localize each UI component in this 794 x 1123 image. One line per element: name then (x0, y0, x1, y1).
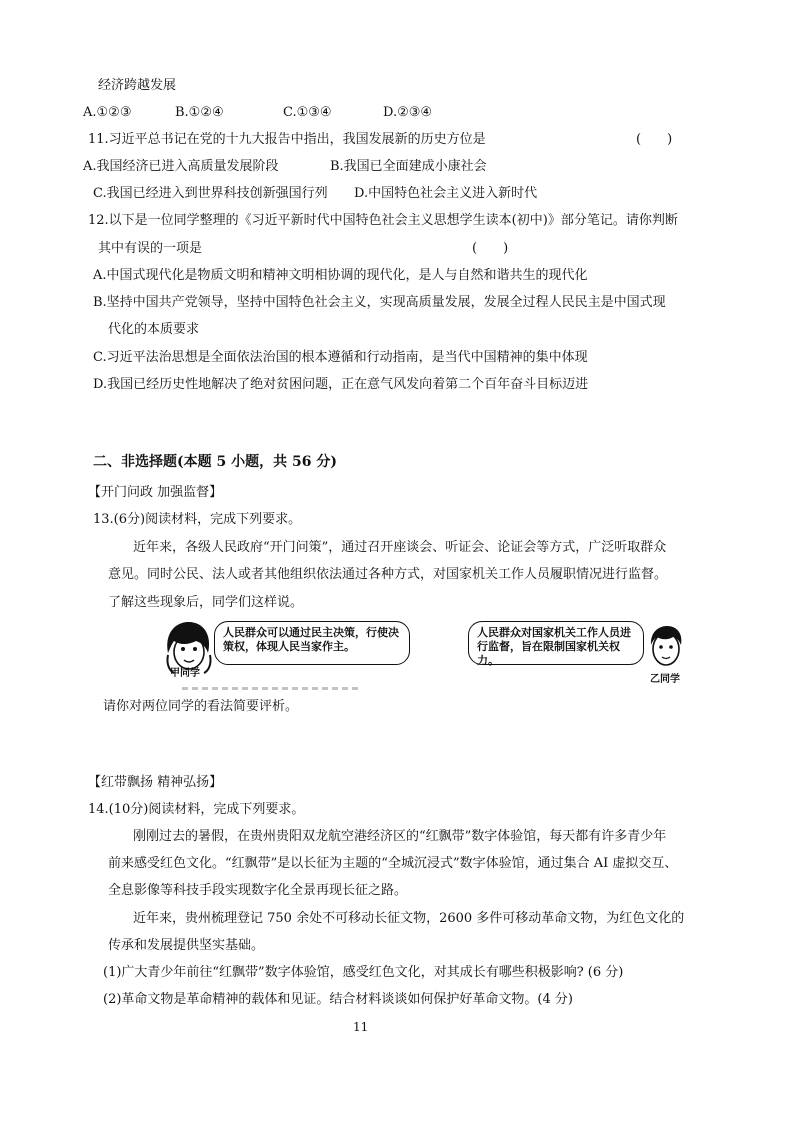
q10-tail: 经济跨越发展 (98, 78, 177, 93)
q14-subquestion-1: (1)广大青少年前往“红飘带”数字体验馆，感受红色文化，对其成长有哪些积极影响? (6 分) (103, 965, 624, 980)
q11-option-a: A.我国经济已进入高质量发展阶段 (83, 159, 279, 174)
student-a-caption: 甲同学 (170, 668, 200, 679)
section-title: 二、非选择题(本题 5 小题，共 56 分) (93, 454, 337, 470)
q13-para-line1: 近年来，各级人民政府“开门问策”，通过召开座谈会、听证会、论证会等方式，广泛听取群众 (133, 540, 667, 555)
q14-tag: 【红带飘扬 精神弘扬】 (88, 775, 223, 790)
scan-smudge (182, 687, 362, 690)
q12-stem: 12.以下是一位同学整理的《习近平新时代中国特色社会主义思想学生读本(初中)》部分笔记。请你判断 (88, 213, 678, 228)
q13-question: 请你对两位同学的看法简要评析。 (103, 699, 299, 714)
q14-para-line3: 全息影像等科技手段实现数字化全景再现长征之路。 (108, 883, 408, 898)
q11-stem: 11.习近平总书记在党的十九大报告中指出，我国发展新的历史方位是 (88, 132, 486, 147)
q14-stem: 14.(10分)阅读材料，完成下列要求。 (88, 802, 305, 817)
q10-option-b: B.①②④ (175, 105, 224, 120)
q14-para-line4: 近年来，贵州梳理登记 750 余处不可移动长征文物，2600 多件可移动革命文物，为红色文化的 (133, 911, 685, 926)
q14-para-line2: 前来感受红色文化。“红飘带”是以长征为主题的“全城沉浸式”数字体验馆，通过集合 AI 虚拟交互、 (108, 856, 678, 871)
q12-option-b: B.坚持中国共产党领导，坚持中国特色社会主义，实现高质量发展，发展全过程人民民主是中国式现 (93, 295, 666, 310)
q14-para-line5: 传承和发展提供坚实基础。 (108, 938, 265, 953)
student-b-caption: 乙同学 (650, 674, 680, 685)
q11-option-c: C.我国已经进入到世界科技创新强国行列 (93, 186, 328, 201)
q10-option-a: A.①②③ (83, 105, 132, 120)
student-b-speech-bubble: 人民群众对国家机关工作人员进行监督，旨在限制国家机关权力。 (468, 621, 644, 665)
q13-para-line3: 了解这些现象后，同学们这样说。 (108, 595, 304, 610)
q14-para-line1: 刚刚过去的暑假，在贵州贵阳双龙航空港经济区的“红飘带”数字体验馆，每天都有许多青少年 (133, 829, 667, 844)
q11-option-b: B.我国已全面建成小康社会 (330, 159, 487, 174)
q10-option-c: C.①③④ (283, 105, 332, 120)
q12-answer-paren: ( ) (472, 241, 509, 256)
q12-option-a: A.中国式现代化是物质文明和精神文明相协调的现代化，是人与自然和谐共生的现代化 (93, 268, 588, 283)
page-number: 11 (353, 1020, 369, 1034)
q10-options (83, 106, 432, 119)
q13-cartoon (160, 617, 680, 695)
q11-option-d: D.中国特色社会主义进入新时代 (354, 186, 538, 201)
q12-stem-line2: 其中有误的一项是 (98, 241, 203, 256)
q10-option-d: D.②③④ (383, 105, 433, 120)
q12-option-b-cont: 代化的本质要求 (108, 322, 200, 337)
q12-option-d: D.我国已经历史性地解决了绝对贫困问题，正在意气风发向着第二个百年奋斗目标迈进 (93, 377, 589, 392)
q13-stem: 13.(6分)阅读材料，完成下列要求。 (93, 512, 302, 527)
q11-answer-paren: ( ) (636, 132, 673, 147)
q13-para-line2: 意见。同时公民、法人或者其他组织依法通过各种方式，对国家机关工作人员履职情况进行监督。 (108, 567, 668, 582)
student-b-face-icon (646, 625, 686, 673)
q14-subquestion-2: (2)革命文物是革命精神的载体和见证。结合材料谈谈如何保护好革命文物。(4 分) (103, 992, 573, 1007)
q12-option-c: C.习近平法治思想是全面依法治国的根本遵循和行动指南，是当代中国精神的集中体现 (93, 350, 588, 365)
q13-tag: 【开门问政 加强监督】 (88, 485, 223, 500)
student-a-speech-bubble: 人民群众可以通过民主决策，行使决策权，体现人民当家作主。 (214, 621, 410, 665)
